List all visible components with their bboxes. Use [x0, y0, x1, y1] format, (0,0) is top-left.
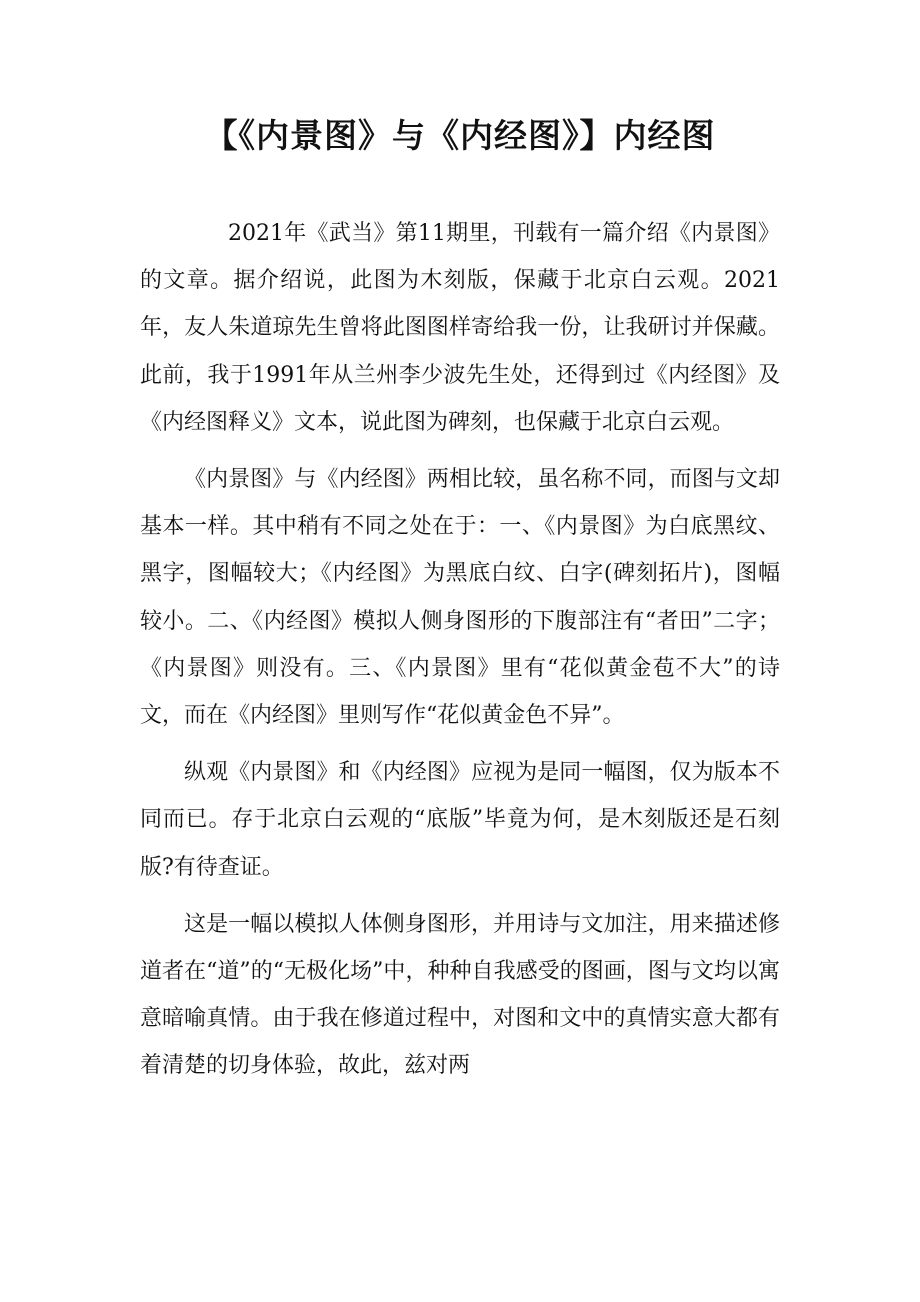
document-body — [140, 210, 780, 1100]
paragraph-1: 2021年《武当》第11期里，刊载有一篇介绍《内景图》的文章。据介绍说，此图为木刻版，保藏于北京白云观。2021年，友人朱道琼先生曾将此图图样寄给我一份，让我研讨并保藏。此前，我于1991年从兰州李少波先生处，还得到过《内经图》及《内经图释义》文本，说此图为碑刻，也保藏于北京白云观。 — [140, 221, 780, 435]
paragraph-3: 纵观《内景图》和《内经图》应视为是同一幅图，仅为版本不同而已。存于北京白云观的“底版”毕竟为何，是木刻版还是石刻版?有待查证。 — [140, 760, 780, 880]
paragraph-2: 《内景图》与《内经图》两相比较，虽名称不同，而图与文却基本一样。其中稍有不同之处在于：一、《内景图》为白底黑纹、黑字，图幅较大；《内经图》为黑底白纹、白字(碑刻拓片)，图幅较小。二、《内经图》模拟人侧身图形的下腹部注有“者田”二字；《内景图》则没有。三、《内景图》里有“花似黄金苞不大”的诗文，而在《内经图》里则写作“花似黄金色不异”。 — [140, 467, 780, 729]
paragraph-4: 这是一幅以模拟人体侧身图形，并用诗与文加注，用来描述修道者在“道”的“无极化场”中，种种自我感受的图画，图与文均以寓意暗喻真情。由于我在修道过程中，对图和文中的真情实意大都有着清楚的切身体验，故此，兹对两 — [140, 911, 780, 1079]
document-title: 【《内景图》与《内经图》】内经图 — [204, 116, 716, 155]
